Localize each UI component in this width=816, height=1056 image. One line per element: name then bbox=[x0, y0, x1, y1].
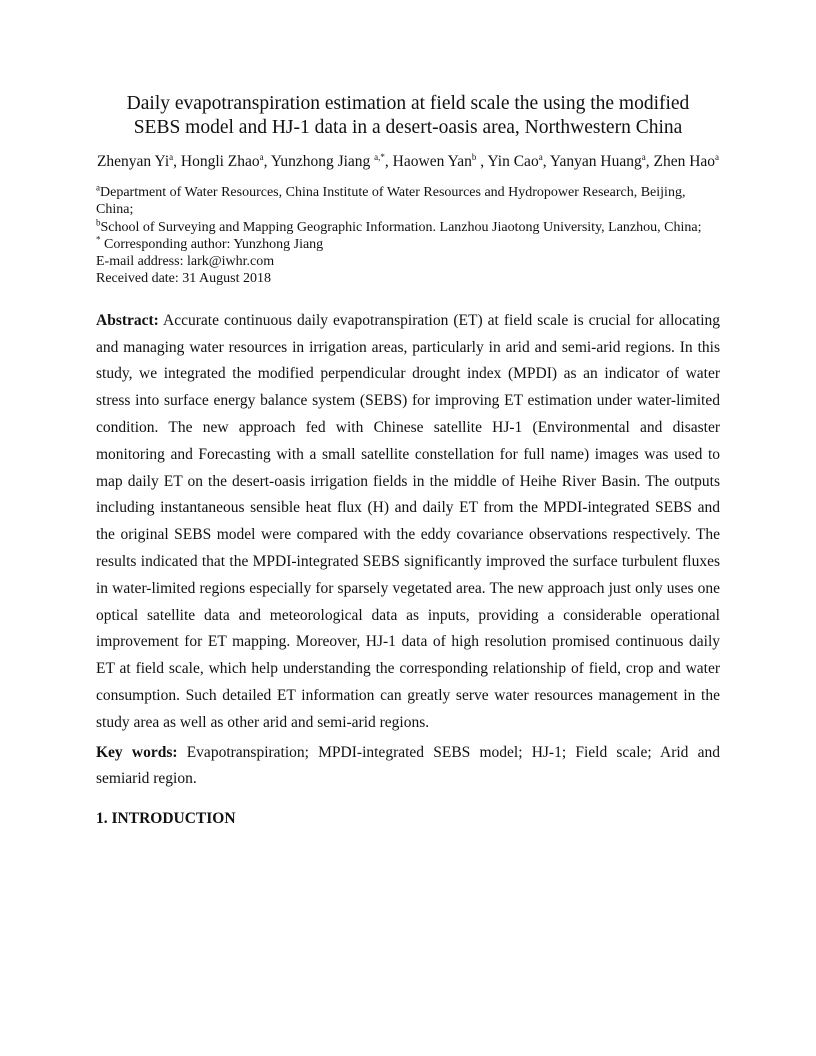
affiliation-mark: b bbox=[96, 216, 101, 227]
author-affiliation-mark: a bbox=[641, 151, 646, 162]
author-name: Yunzhong Jiang bbox=[270, 153, 375, 170]
email-line: E-mail address: lark@iwhr.com bbox=[96, 254, 275, 270]
title-line-1: Daily evapotranspiration estimation at field scale the using the modified bbox=[126, 93, 690, 114]
author-affiliation-mark: a,* bbox=[374, 151, 385, 162]
keywords-text: Evapotranspiration; MPDI-integrated SEBS model; HJ-1; Field scale; Arid and semiarid region. bbox=[96, 743, 720, 788]
author-name: Zhen Hao bbox=[653, 153, 716, 170]
affiliation-text: School of Surveying and Mapping Geographic Information. Lanzhou Jiaotong University, Lanzhou, China; bbox=[100, 219, 702, 235]
paper-title bbox=[96, 92, 720, 140]
author-name: Yin Cao bbox=[487, 153, 539, 170]
affiliation-b bbox=[96, 216, 720, 236]
corresponding-author-text: Corresponding author: Yunzhong Jiang bbox=[100, 236, 324, 252]
author-affiliation-mark: a bbox=[715, 151, 720, 162]
affiliation-a bbox=[96, 184, 720, 219]
affiliation-mark: a bbox=[96, 182, 100, 193]
affiliations-block bbox=[96, 184, 720, 288]
corresponding-author bbox=[96, 236, 720, 253]
author-name: Zhenyan Yi bbox=[96, 153, 170, 170]
section-heading-introduction: 1. INTRODUCTION bbox=[96, 810, 236, 828]
author-name: Yanyan Huang bbox=[549, 153, 642, 170]
author-affiliation-mark: b bbox=[471, 151, 477, 162]
keywords-label: Key words: bbox=[96, 743, 178, 761]
author-affiliation-mark: a bbox=[259, 151, 264, 162]
author-affiliation-mark: a bbox=[538, 151, 543, 162]
author-name: Haowen Yan bbox=[392, 153, 472, 170]
abstract-paragraph bbox=[96, 308, 720, 737]
abstract-text: Accurate continuous daily evapotranspiration (ET) at field scale is crucial for allocating and managing water resources in irrigation areas, particularly in arid and semi-arid regions. In this study, we integrated the modified perpendicular drought index (MPDI) as an indicator of water stress into surface energy balance system (SEBS) for improving ET estimation under water-limited condition. The new approach fed with Chinese satellite HJ-1 (Environmental and disaster monitoring and Forecasting with a small satellite constellation for full name) images was used to map daily ET on the desert-oasis irrigation fields in the middle of Heihe River Basin. The outputs including instantaneous sensible heat flux (H) and daily ET from the MPDI-integrated SEBS and the original SEBS model were compared with the eddy covariance observations respectively. The results indicated that the MPDI-integrated SEBS significantly improved the surface turbulent fluxes in water-limited regions especially for sparsely vegetated area. The new approach just only uses one optical satellite data and meteorological data as inputs, providing a considerable operational improvement for ET mapping. Moreover, HJ-1 data of high resolution promised continuous daily ET at field scale, which help understanding the corresponding relationship of field, crop and water consumption. Such detailed ET information can greatly serve water resources management in the study area as well as other arid and semi-arid regions. bbox=[96, 311, 720, 731]
affiliation-mark: * bbox=[96, 234, 101, 245]
keywords-section bbox=[96, 740, 720, 794]
author-name: Hongli Zhao bbox=[180, 153, 260, 170]
author-affiliation-mark: a bbox=[169, 151, 174, 162]
author-list: Zhenyan Yi$^a$, Hongli Zhao$^a$, Yunzhong Jiang $^{a,*}$, Haowen Yan$^b$ , Yin Cao$^a$, Yanyan Huang$^a$, Zhen Hao$^a$ bbox=[96, 151, 720, 170]
received-date: Received date: 31 August 2018 bbox=[96, 271, 271, 287]
title-line-2: SEBS model and HJ-1 data in a desert-oasis area, Northwestern China bbox=[133, 117, 683, 138]
abstract-section bbox=[96, 308, 720, 737]
paper-page bbox=[96, 92, 720, 828]
affiliation-text: Department of Water Resources, China Institute of Water Resources and Hydropower Research, Beijing, China; bbox=[96, 185, 686, 218]
abstract-label: Abstract: bbox=[96, 311, 159, 329]
